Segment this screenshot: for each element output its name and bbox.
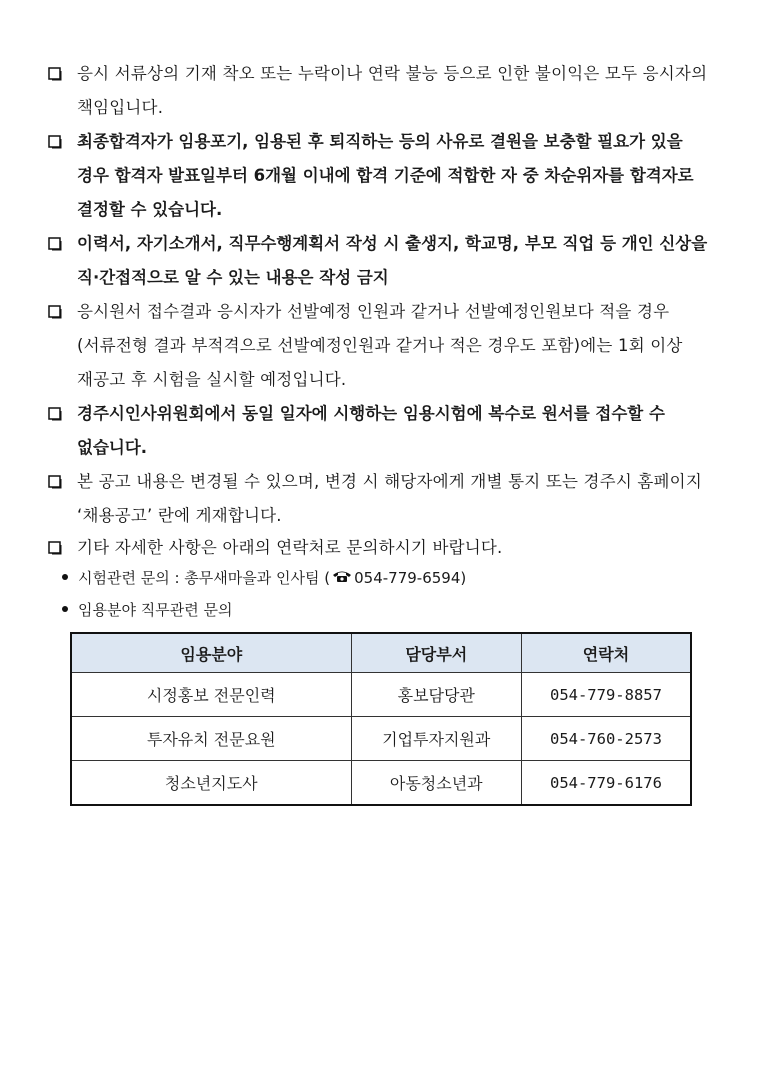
phone-cell: 054-760-2573 (521, 717, 691, 761)
column-header: 연락처 (521, 633, 691, 673)
bullet-dot-icon (62, 606, 68, 612)
notice-text: 본 공고 내용은 변경될 수 있으며, 변경 시 해당자에게 개별 통지 또는 경주시 홈페이지 ‘채용공고’ 란에 게재합니다. (77, 472, 702, 525)
notice-item (48, 531, 708, 565)
notice-text: 기타 자세한 사항은 아래의 연락처로 문의하시기 바랍니다. (77, 538, 503, 557)
hollow-square-bullet-icon (48, 67, 62, 81)
exam-contact-item (62, 566, 466, 590)
hollow-square-bullet-icon (48, 541, 62, 555)
phone-cell: 054-779-8857 (521, 673, 691, 717)
telephone-icon (332, 570, 352, 583)
hollow-square-bullet-icon (48, 305, 62, 319)
contact-table (70, 632, 692, 806)
notice-item (48, 227, 708, 295)
notice-text: 이력서, 자기소개서, 직무수행계획서 작성 시 출생지, 학교명, 부모 직업 등 개인 신상을 직·간접적으로 알 수 있는 내용은 작성 금지 (77, 234, 708, 287)
notice-text: 응시 서류상의 기재 착오 또는 누락이나 연락 불능 등으로 인한 불이익은 모두 응시자의 책임입니다. (77, 64, 708, 117)
exam-contact-label: 시험관련 문의 : 총무새마을과 인사팀 ( (78, 569, 331, 587)
field-cell: 시정홍보 전문인력 (71, 673, 351, 717)
exam-contact-phone: 054-779-6594) (354, 569, 467, 587)
notice-text: 경주시인사위원회에서 동일 일자에 시행하는 임용시험에 복수로 원서를 접수할 수 없습니다. (77, 404, 665, 457)
phone-cell: 054-779-6176 (521, 761, 691, 806)
hollow-square-bullet-icon (48, 407, 62, 421)
notice-item (48, 295, 708, 397)
hollow-square-bullet-icon (48, 475, 62, 489)
bullet-dot-icon (62, 574, 68, 580)
column-header: 임용분야 (71, 633, 351, 673)
table-header-row (71, 633, 691, 673)
department-cell: 홍보담당관 (351, 673, 521, 717)
table-row (71, 673, 691, 717)
field-cell: 투자유치 전문요원 (71, 717, 351, 761)
duty-contact-label: 임용분야 직무관련 문의 (78, 601, 233, 619)
notice-item (48, 125, 708, 227)
notice-text: 응시원서 접수결과 응시자가 선발예정 인원과 같거나 선발예정인원보다 적을 경우(서류전형 결과 부적격으로 선발예정인원과 같거나 적은 경우도 포함)에는 1회 이상 재공고 후 시험을 실시할 예정입니다. (77, 302, 683, 389)
notice-item (48, 397, 708, 465)
table-row (71, 717, 691, 761)
notice-item (48, 465, 708, 533)
hollow-square-bullet-icon (48, 135, 62, 149)
department-cell: 아동청소년과 (351, 761, 521, 806)
field-cell: 청소년지도사 (71, 761, 351, 806)
table-row (71, 761, 691, 806)
column-header: 담당부서 (351, 633, 521, 673)
department-cell: 기업투자지원과 (351, 717, 521, 761)
duty-contact-item (62, 598, 232, 622)
notice-text: 최종합격자가 임용포기, 임용된 후 퇴직하는 등의 사유로 결원을 보충할 필요가 있을 경우 합격자 발표일부터 6개월 이내에 합격 기준에 적합한 자 중 차순위자를 합격자로 결정할 수 있습니다. (77, 132, 694, 219)
hollow-square-bullet-icon (48, 237, 62, 251)
notice-item (48, 57, 708, 125)
